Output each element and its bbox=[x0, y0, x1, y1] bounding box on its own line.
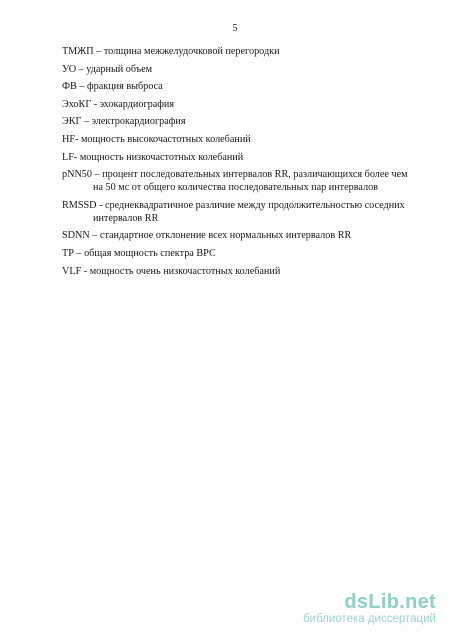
watermark-subtitle: библиотека диссертаций bbox=[303, 613, 436, 625]
entry-text: ЭКГ – электрокардиография bbox=[62, 116, 186, 128]
entry-text: VLF - мощность очень низкочастотных колебаний bbox=[62, 265, 281, 277]
abbreviation-entry-lf bbox=[62, 151, 446, 164]
abbreviation-entry-tmzhp bbox=[62, 45, 446, 58]
abbreviation-entry-uo bbox=[62, 63, 446, 76]
entry-text: HF- мощность высокочастотных колебаний bbox=[62, 133, 251, 145]
abbreviation-entry-ekg bbox=[62, 115, 446, 128]
entry-text: ТМЖП – толщина межжелудочковой перегородки bbox=[62, 46, 280, 57]
entry-text: pNN50 – процент последовательных интервалов RR, различающихся более чем bbox=[62, 169, 408, 181]
entry-text-continuation: на 50 мс от общего количества последовательных пар интервалов bbox=[93, 182, 378, 194]
abbreviation-entry-vlf bbox=[62, 265, 446, 278]
entry-text: ЭхоКГ - эхокардиография bbox=[62, 98, 175, 110]
abbreviation-entry-hf bbox=[62, 133, 446, 146]
dslib-watermark bbox=[303, 591, 436, 626]
entry-text: ФВ – фракция выброса bbox=[62, 81, 163, 93]
entry-text: LF- мощность низкочастотных колебаний bbox=[62, 151, 244, 163]
abbreviation-entry-ehokg bbox=[62, 98, 446, 111]
abbreviation-entry-sdnn bbox=[62, 229, 446, 242]
abbreviation-entry-pnn50 bbox=[62, 168, 446, 194]
abbreviation-entry-tp bbox=[62, 247, 446, 260]
entry-text: УО – ударный объем bbox=[62, 63, 153, 75]
watermark-logo: dsLib.net bbox=[344, 591, 436, 613]
page-number: 5 bbox=[232, 23, 238, 34]
abbreviation-entry-fv bbox=[62, 80, 446, 93]
entry-text: SDNN – стандартное отклонение всех нормальных интервалов RR bbox=[62, 230, 352, 242]
entry-text: ТР – общая мощность спектра ВРС bbox=[62, 247, 216, 259]
abbreviation-list bbox=[62, 45, 446, 282]
abbreviation-entry-rmssd bbox=[62, 199, 446, 225]
entry-text-continuation: интервалов RR bbox=[93, 212, 159, 224]
entry-text: RMSSD - среднеквадратичное различие между продолжительностью соседних bbox=[62, 199, 405, 211]
